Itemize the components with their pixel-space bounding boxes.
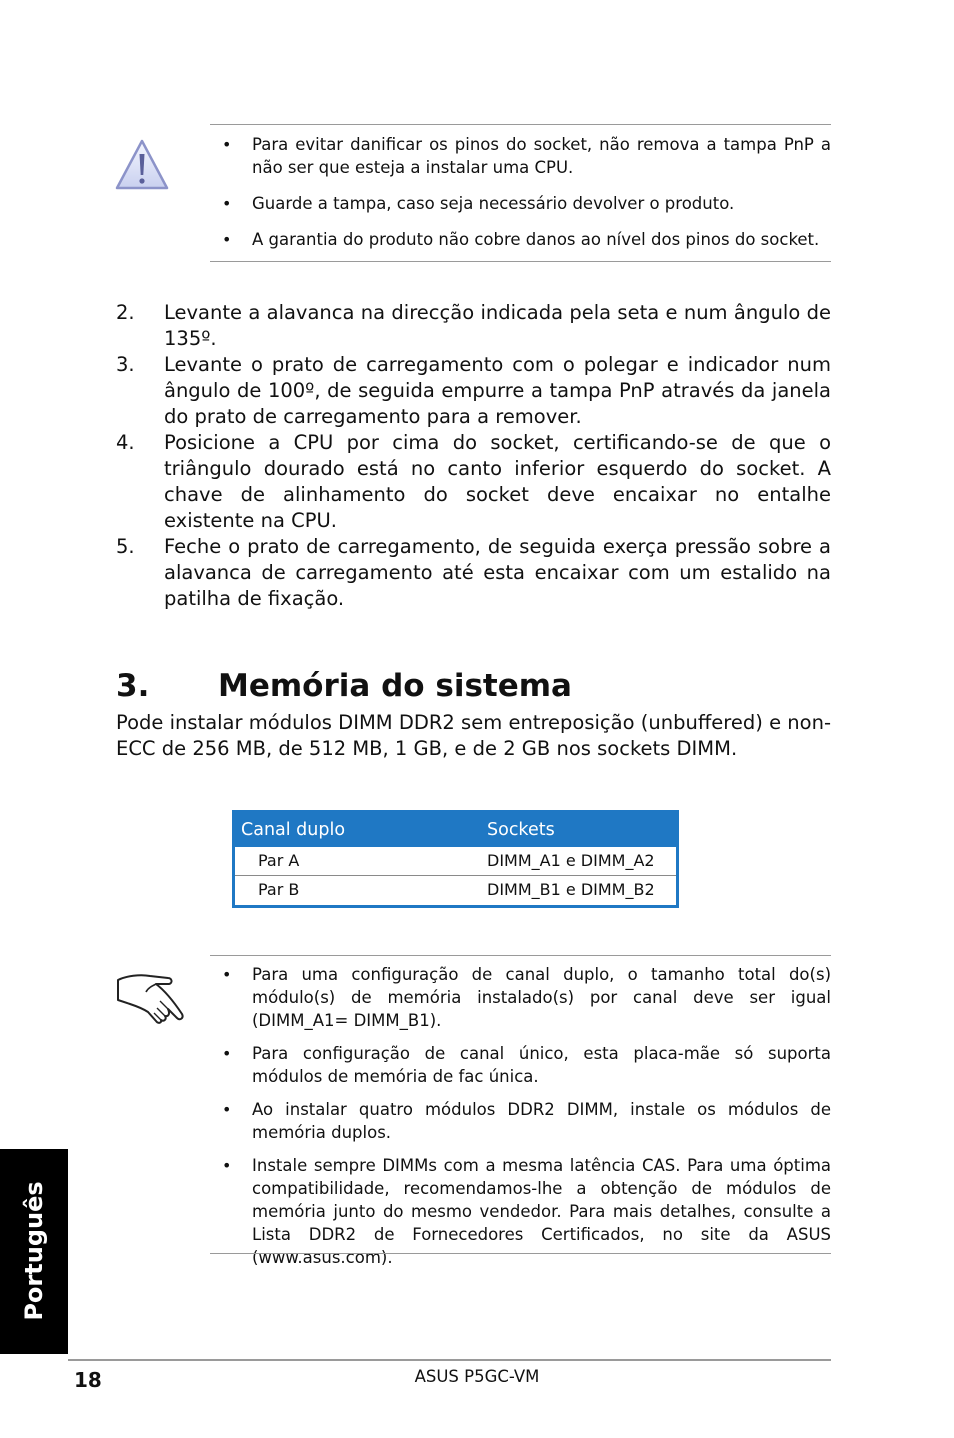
- step-number: 5.: [116, 535, 135, 558]
- section-title: Memória do sistema: [218, 668, 572, 704]
- warning-note: • Guarde a tampa, caso seja necessário devolver o produto.: [210, 192, 831, 215]
- table-row: [235, 876, 676, 905]
- table-cell: Par A: [258, 851, 300, 870]
- memory-note-list: [210, 963, 831, 1269]
- memory-note: • Instale sempre DIMMs com a mesma latência CAS. Para uma óptima compatibilidade, recomendamos-lhe a obtenção de módulos de memória junto do mesmo vendedor. Para mais detalhes, consulte a Lista DDR2 de Fornecedores Certificados, no site da ASUS (www.asus.com).: [210, 1154, 831, 1269]
- memory-note: • Para uma configuração de canal duplo, o tamanho total do(s) módulo(s) de memória instalado(s) por canal deve ser igual (DIMM_A1= DIMM_B1).: [210, 963, 831, 1032]
- table-cell: DIMM_A1 e DIMM_A2: [487, 851, 655, 870]
- page-number: 18: [74, 1368, 102, 1392]
- step-number: 4.: [116, 431, 135, 454]
- footer-title: ASUS P5GC-VM: [414, 1367, 540, 1386]
- section-intro: Pode instalar módulos DIMM DDR2 sem entreposição (unbuffered) e non-ECC de 256 MB, de 512 MB, 1 GB, e de 2 GB nos sockets DIMM.: [116, 711, 831, 760]
- step-number: 3.: [116, 353, 135, 376]
- table-cell: DIMM_B1 e DIMM_B2: [487, 880, 655, 899]
- note-bottom-rule: [210, 1253, 831, 1254]
- step-item: [116, 534, 831, 612]
- memory-note: • Ao instalar quatro módulos DDR2 DIMM, instale os módulos de memória duplos.: [210, 1098, 831, 1144]
- step-number: 2.: [116, 301, 135, 324]
- warning-bottom-rule: [210, 261, 831, 262]
- footer-rule: [68, 1359, 831, 1361]
- installation-steps: [116, 300, 831, 612]
- step-text: Levante a alavanca na direcção indicada pela seta e num ângulo de 135º.: [164, 301, 831, 350]
- section-number: 3.: [116, 668, 150, 704]
- table-header-cell: Sockets: [487, 820, 555, 840]
- warning-note: • Para evitar danificar os pinos do socket, não remova a tampa PnP a não ser que esteja a instalar uma CPU.: [210, 133, 831, 179]
- step-text: Posicione a CPU por cima do socket, certificando-se de que o triângulo dourado está no canto inferior esquerdo do socket. A chave de alinhamento do socket deve encaixar no entalhe existente na CPU.: [164, 431, 831, 532]
- note-top-rule: [210, 955, 831, 956]
- step-item: [116, 300, 831, 352]
- warning-note-list: [210, 133, 831, 251]
- language-label: Português: [20, 1181, 48, 1321]
- step-item: [116, 430, 831, 534]
- language-side-tab: [0, 1149, 68, 1354]
- memory-channel-table: [232, 810, 679, 908]
- step-text: Levante o prato de carregamento com o polegar e indicador num ângulo de 100º, de seguida empurre a tampa PnP através da janela do prato de carregamento para a remover.: [164, 353, 831, 428]
- table-row: [235, 847, 676, 876]
- warning-triangle-icon: [114, 138, 170, 192]
- warning-note: • A garantia do produto não cobre danos ao nível dos pinos do socket.: [210, 228, 831, 251]
- table-header: [235, 813, 676, 847]
- warning-top-rule: [210, 124, 831, 125]
- table-header-cell: Canal duplo: [241, 820, 346, 840]
- step-item: [116, 352, 831, 430]
- table-cell: Par B: [258, 880, 300, 899]
- pointing-hand-icon: [112, 966, 188, 1026]
- step-text: Feche o prato de carregamento, de seguida exerça pressão sobre a alavanca de carregamento até esta encaixar com um estalido na patilha de fixação.: [164, 535, 831, 610]
- memory-note: • Para configuração de canal único, esta placa-mãe só suporta módulos de memória de fac única.: [210, 1042, 831, 1088]
